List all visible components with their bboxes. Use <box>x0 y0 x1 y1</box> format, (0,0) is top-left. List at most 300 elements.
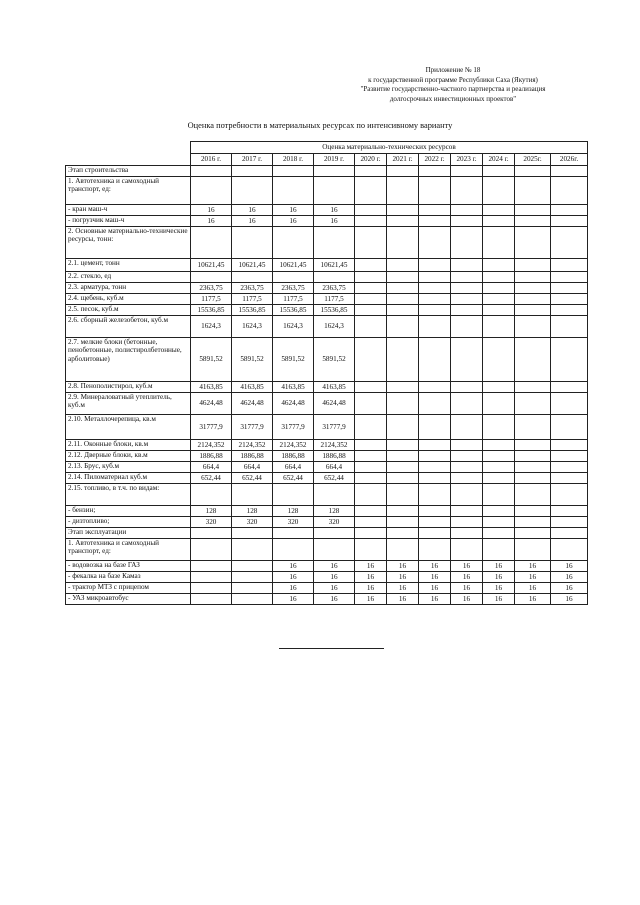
value-cell <box>515 473 551 484</box>
value-cell <box>387 259 419 272</box>
table-row <box>66 415 588 440</box>
value-cell <box>515 517 551 528</box>
value-cell: 4624,48 <box>191 393 232 415</box>
value-cell: 5891,52 <box>273 338 314 382</box>
year-header: 2019 г. <box>314 154 355 166</box>
value-cell: 16 <box>314 205 355 216</box>
value-cell <box>551 440 588 451</box>
value-cell <box>419 528 451 539</box>
value-cell: 16 <box>387 583 419 594</box>
value-cell: 16 <box>232 216 273 227</box>
value-cell <box>451 166 483 177</box>
value-cell <box>551 294 588 305</box>
group-header: Оценка материально-технических ресурсов <box>191 142 588 154</box>
value-cell <box>483 451 515 462</box>
value-cell: 16 <box>483 594 515 605</box>
row-label: Этап эксплуатации <box>66 528 191 539</box>
value-cell: 4163,85 <box>232 382 273 393</box>
table-row <box>66 259 588 272</box>
value-cell <box>451 316 483 338</box>
value-cell: 16 <box>232 205 273 216</box>
row-label: - кран маш-ч <box>66 205 191 216</box>
value-cell <box>419 462 451 473</box>
value-cell <box>355 539 387 561</box>
value-cell <box>451 393 483 415</box>
value-cell <box>419 272 451 283</box>
value-cell: 1624,3 <box>273 316 314 338</box>
year-header: 2017 г. <box>232 154 273 166</box>
value-cell: 4624,48 <box>232 393 273 415</box>
row-label: 2. Основные материально-технические ресурсы, тонн: <box>66 227 191 259</box>
row-label: 2.3. арматура, тонн <box>66 283 191 294</box>
value-cell <box>515 205 551 216</box>
value-cell <box>515 272 551 283</box>
value-cell: 1624,3 <box>232 316 273 338</box>
value-cell: 15536,85 <box>232 305 273 316</box>
value-cell <box>515 506 551 517</box>
value-cell: 16 <box>515 561 551 572</box>
row-label: 2.5. песок, куб.м <box>66 305 191 316</box>
value-cell <box>551 216 588 227</box>
value-cell <box>314 272 355 283</box>
value-cell <box>355 177 387 205</box>
value-cell: 4163,85 <box>191 382 232 393</box>
table-row <box>66 539 588 561</box>
row-label: - УАЗ микроавтобус <box>66 594 191 605</box>
table-row <box>66 294 588 305</box>
value-cell <box>451 528 483 539</box>
value-cell <box>451 177 483 205</box>
value-cell <box>515 216 551 227</box>
value-cell <box>191 227 232 259</box>
value-cell <box>419 177 451 205</box>
row-label: 2.6. сборный железобетон, куб.м <box>66 316 191 338</box>
appendix-program-line3: долгосрочных инвестиционных проектов" <box>389 94 517 103</box>
value-cell: 16 <box>314 216 355 227</box>
table-row <box>66 216 588 227</box>
value-cell: 652,44 <box>232 473 273 484</box>
value-cell <box>483 528 515 539</box>
value-cell <box>232 528 273 539</box>
value-cell: 1177,5 <box>191 294 232 305</box>
value-cell <box>232 177 273 205</box>
value-cell <box>419 259 451 272</box>
value-cell: 652,44 <box>191 473 232 484</box>
value-cell <box>273 484 314 506</box>
table-row <box>66 166 588 177</box>
value-cell <box>191 583 232 594</box>
value-cell <box>387 506 419 517</box>
value-cell: 16 <box>551 583 588 594</box>
row-label: - дизтопливо; <box>66 517 191 528</box>
value-cell <box>419 205 451 216</box>
value-cell: 16 <box>419 594 451 605</box>
value-cell: 31777,9 <box>232 415 273 440</box>
value-cell <box>355 415 387 440</box>
value-cell: 16 <box>551 594 588 605</box>
value-cell <box>387 528 419 539</box>
value-cell: 2124,352 <box>273 440 314 451</box>
table-row <box>66 451 588 462</box>
value-cell <box>232 561 273 572</box>
value-cell <box>419 451 451 462</box>
value-cell <box>419 484 451 506</box>
value-cell <box>551 506 588 517</box>
value-cell: 16 <box>273 205 314 216</box>
value-cell <box>451 216 483 227</box>
value-cell <box>483 177 515 205</box>
value-cell <box>551 528 588 539</box>
value-cell <box>515 305 551 316</box>
value-cell <box>314 227 355 259</box>
value-cell: 16 <box>451 594 483 605</box>
value-cell <box>314 528 355 539</box>
table-row <box>66 227 588 259</box>
value-cell <box>451 473 483 484</box>
row-label: - трактор МТЗ с прицепом <box>66 583 191 594</box>
value-cell <box>419 166 451 177</box>
row-label: 2.1. цемент, тонн <box>66 259 191 272</box>
value-cell <box>355 216 387 227</box>
value-cell: 1177,5 <box>273 294 314 305</box>
value-cell: 31777,9 <box>314 415 355 440</box>
value-cell: 16 <box>419 583 451 594</box>
value-cell <box>314 177 355 205</box>
value-cell: 16 <box>273 216 314 227</box>
value-cell <box>419 283 451 294</box>
value-cell <box>355 451 387 462</box>
value-cell <box>551 259 588 272</box>
value-cell: 15536,85 <box>191 305 232 316</box>
value-cell <box>355 316 387 338</box>
value-cell <box>451 272 483 283</box>
value-cell <box>483 166 515 177</box>
row-label: 2.10. Металлочерепица, кв.м <box>66 415 191 440</box>
table-row <box>66 316 588 338</box>
value-cell <box>451 451 483 462</box>
value-cell <box>273 539 314 561</box>
table-row <box>66 338 588 382</box>
value-cell <box>483 440 515 451</box>
value-cell <box>451 205 483 216</box>
value-cell <box>387 177 419 205</box>
header-corner-cell <box>66 142 191 166</box>
value-cell: 16 <box>273 572 314 583</box>
table-row <box>66 393 588 415</box>
value-cell: 2363,75 <box>314 283 355 294</box>
year-header: 2018 г. <box>273 154 314 166</box>
value-cell: 1624,3 <box>314 316 355 338</box>
value-cell <box>387 440 419 451</box>
value-cell <box>451 415 483 440</box>
value-cell <box>191 572 232 583</box>
value-cell <box>551 382 588 393</box>
value-cell <box>451 259 483 272</box>
table-row <box>66 561 588 572</box>
value-cell: 16 <box>314 561 355 572</box>
value-cell: 652,44 <box>273 473 314 484</box>
value-cell <box>451 506 483 517</box>
value-cell <box>232 227 273 259</box>
value-cell <box>355 462 387 473</box>
value-cell: 10621,45 <box>314 259 355 272</box>
value-cell <box>515 462 551 473</box>
table-row <box>66 272 588 283</box>
value-cell <box>551 283 588 294</box>
value-cell <box>451 382 483 393</box>
row-label: 2.8. Пенополистирол, куб.м <box>66 382 191 393</box>
table-row <box>66 283 588 294</box>
value-cell <box>355 283 387 294</box>
value-cell: 2124,352 <box>232 440 273 451</box>
value-cell <box>483 205 515 216</box>
value-cell: 2363,75 <box>232 283 273 294</box>
value-cell: 5891,52 <box>191 338 232 382</box>
value-cell: 16 <box>451 583 483 594</box>
value-cell <box>387 216 419 227</box>
year-header: 2024 г. <box>483 154 515 166</box>
value-cell <box>387 338 419 382</box>
year-header: 2023 г. <box>451 154 483 166</box>
value-cell <box>419 338 451 382</box>
value-cell <box>191 594 232 605</box>
table-row <box>66 594 588 605</box>
value-cell: 1624,3 <box>191 316 232 338</box>
row-label: - бензин; <box>66 506 191 517</box>
value-cell <box>355 382 387 393</box>
value-cell <box>355 259 387 272</box>
appendix-header <box>328 66 578 104</box>
value-cell <box>515 415 551 440</box>
value-cell: 16 <box>314 583 355 594</box>
value-cell <box>551 305 588 316</box>
value-cell <box>483 393 515 415</box>
value-cell: 16 <box>191 205 232 216</box>
table-row <box>66 305 588 316</box>
row-label: Этап строительства <box>66 166 191 177</box>
value-cell: 652,44 <box>314 473 355 484</box>
value-cell: 16 <box>387 561 419 572</box>
value-cell <box>355 517 387 528</box>
appendix-program-line2: "Развитие государственно-частного партнерства и реализация <box>360 85 546 94</box>
table-row <box>66 528 588 539</box>
value-cell <box>515 382 551 393</box>
value-cell: 16 <box>387 572 419 583</box>
table-row <box>66 506 588 517</box>
value-cell <box>515 283 551 294</box>
value-cell <box>515 451 551 462</box>
value-cell: 1886,88 <box>314 451 355 462</box>
row-label: - водовозка на базе ГАЗ <box>66 561 191 572</box>
table-row <box>66 484 588 506</box>
value-cell: 320 <box>232 517 273 528</box>
value-cell: 16 <box>515 572 551 583</box>
value-cell: 16 <box>483 561 515 572</box>
value-cell: 16 <box>273 583 314 594</box>
table-row <box>66 583 588 594</box>
value-cell <box>515 316 551 338</box>
value-cell <box>483 294 515 305</box>
value-cell: 31777,9 <box>191 415 232 440</box>
value-cell: 1886,88 <box>273 451 314 462</box>
table-row <box>66 572 588 583</box>
value-cell <box>273 177 314 205</box>
value-cell: 16 <box>355 583 387 594</box>
value-cell <box>419 506 451 517</box>
value-cell: 128 <box>191 506 232 517</box>
year-header: 2022 г. <box>419 154 451 166</box>
value-cell <box>273 272 314 283</box>
value-cell <box>355 473 387 484</box>
value-cell: 128 <box>273 506 314 517</box>
value-cell: 15536,85 <box>273 305 314 316</box>
value-cell <box>551 451 588 462</box>
value-cell <box>483 415 515 440</box>
appendix-number: Приложение № 18 <box>425 66 481 74</box>
value-cell <box>355 227 387 259</box>
value-cell: 128 <box>314 506 355 517</box>
table-row <box>66 462 588 473</box>
value-cell <box>419 440 451 451</box>
value-cell <box>451 517 483 528</box>
value-cell: 16 <box>314 572 355 583</box>
value-cell <box>387 283 419 294</box>
value-cell <box>232 583 273 594</box>
value-cell <box>451 462 483 473</box>
row-label: 2.7. мелкие блоки (бетонные, пенобетонные, полистиролбетонные, арболитовые) <box>66 338 191 382</box>
table-row <box>66 382 588 393</box>
bottom-divider <box>279 648 384 649</box>
value-cell <box>387 272 419 283</box>
value-cell: 10621,45 <box>232 259 273 272</box>
value-cell: 16 <box>273 594 314 605</box>
value-cell <box>451 227 483 259</box>
value-cell <box>355 440 387 451</box>
value-cell: 4624,48 <box>314 393 355 415</box>
value-cell <box>551 462 588 473</box>
value-cell <box>314 484 355 506</box>
value-cell <box>551 539 588 561</box>
value-cell: 2363,75 <box>273 283 314 294</box>
value-cell: 1886,88 <box>191 451 232 462</box>
value-cell: 15536,85 <box>314 305 355 316</box>
value-cell: 320 <box>191 517 232 528</box>
value-cell <box>273 166 314 177</box>
row-label: 2.2. стекло, ед <box>66 272 191 283</box>
row-label: 2.4. щебень, куб.м <box>66 294 191 305</box>
value-cell <box>551 415 588 440</box>
value-cell <box>419 473 451 484</box>
value-cell <box>355 393 387 415</box>
value-cell <box>551 205 588 216</box>
value-cell <box>483 517 515 528</box>
row-label: 2.14. Пиломатериал куб.м <box>66 473 191 484</box>
value-cell <box>451 539 483 561</box>
value-cell <box>483 216 515 227</box>
value-cell <box>483 539 515 561</box>
value-cell <box>355 528 387 539</box>
resources-table <box>65 141 588 605</box>
value-cell <box>387 294 419 305</box>
value-cell <box>451 305 483 316</box>
value-cell <box>551 484 588 506</box>
value-cell <box>551 166 588 177</box>
value-cell <box>515 484 551 506</box>
value-cell <box>451 484 483 506</box>
value-cell <box>191 166 232 177</box>
value-cell: 128 <box>232 506 273 517</box>
value-cell <box>387 166 419 177</box>
value-cell <box>551 517 588 528</box>
value-cell <box>387 205 419 216</box>
value-cell <box>483 473 515 484</box>
value-cell <box>232 594 273 605</box>
value-cell: 16 <box>515 594 551 605</box>
value-cell: 1177,5 <box>232 294 273 305</box>
value-cell <box>551 272 588 283</box>
value-cell: 16 <box>483 583 515 594</box>
year-header: 2025г. <box>515 154 551 166</box>
value-cell <box>387 227 419 259</box>
value-cell <box>387 415 419 440</box>
value-cell <box>232 539 273 561</box>
value-cell <box>551 473 588 484</box>
value-cell <box>387 316 419 338</box>
value-cell <box>387 305 419 316</box>
value-cell <box>551 393 588 415</box>
value-cell: 16 <box>551 572 588 583</box>
value-cell <box>451 338 483 382</box>
value-cell <box>387 484 419 506</box>
value-cell <box>483 305 515 316</box>
value-cell <box>191 561 232 572</box>
value-cell <box>515 177 551 205</box>
row-label: 2.11. Оконные блоки, кв.м <box>66 440 191 451</box>
value-cell <box>355 272 387 283</box>
value-cell <box>515 440 551 451</box>
value-cell <box>419 382 451 393</box>
value-cell <box>387 473 419 484</box>
value-cell <box>515 227 551 259</box>
value-cell <box>232 484 273 506</box>
value-cell: 5891,52 <box>314 338 355 382</box>
value-cell <box>387 393 419 415</box>
value-cell: 320 <box>273 517 314 528</box>
value-cell <box>515 294 551 305</box>
value-cell <box>483 259 515 272</box>
value-cell <box>387 517 419 528</box>
value-cell <box>483 506 515 517</box>
value-cell <box>451 283 483 294</box>
value-cell <box>483 484 515 506</box>
value-cell <box>419 227 451 259</box>
row-label: 2.13. Брус, куб.м <box>66 462 191 473</box>
value-cell <box>551 177 588 205</box>
value-cell <box>419 294 451 305</box>
value-cell <box>419 415 451 440</box>
value-cell: 2363,75 <box>191 283 232 294</box>
row-label: - фекалка на базе Камаз <box>66 572 191 583</box>
value-cell: 16 <box>387 594 419 605</box>
value-cell: 664,4 <box>191 462 232 473</box>
value-cell: 16 <box>483 572 515 583</box>
value-cell <box>483 316 515 338</box>
value-cell: 16 <box>451 561 483 572</box>
value-cell <box>355 338 387 382</box>
value-cell: 16 <box>273 561 314 572</box>
value-cell <box>191 528 232 539</box>
row-label: 2.15. топливо, в т.ч. по видам: <box>66 484 191 506</box>
